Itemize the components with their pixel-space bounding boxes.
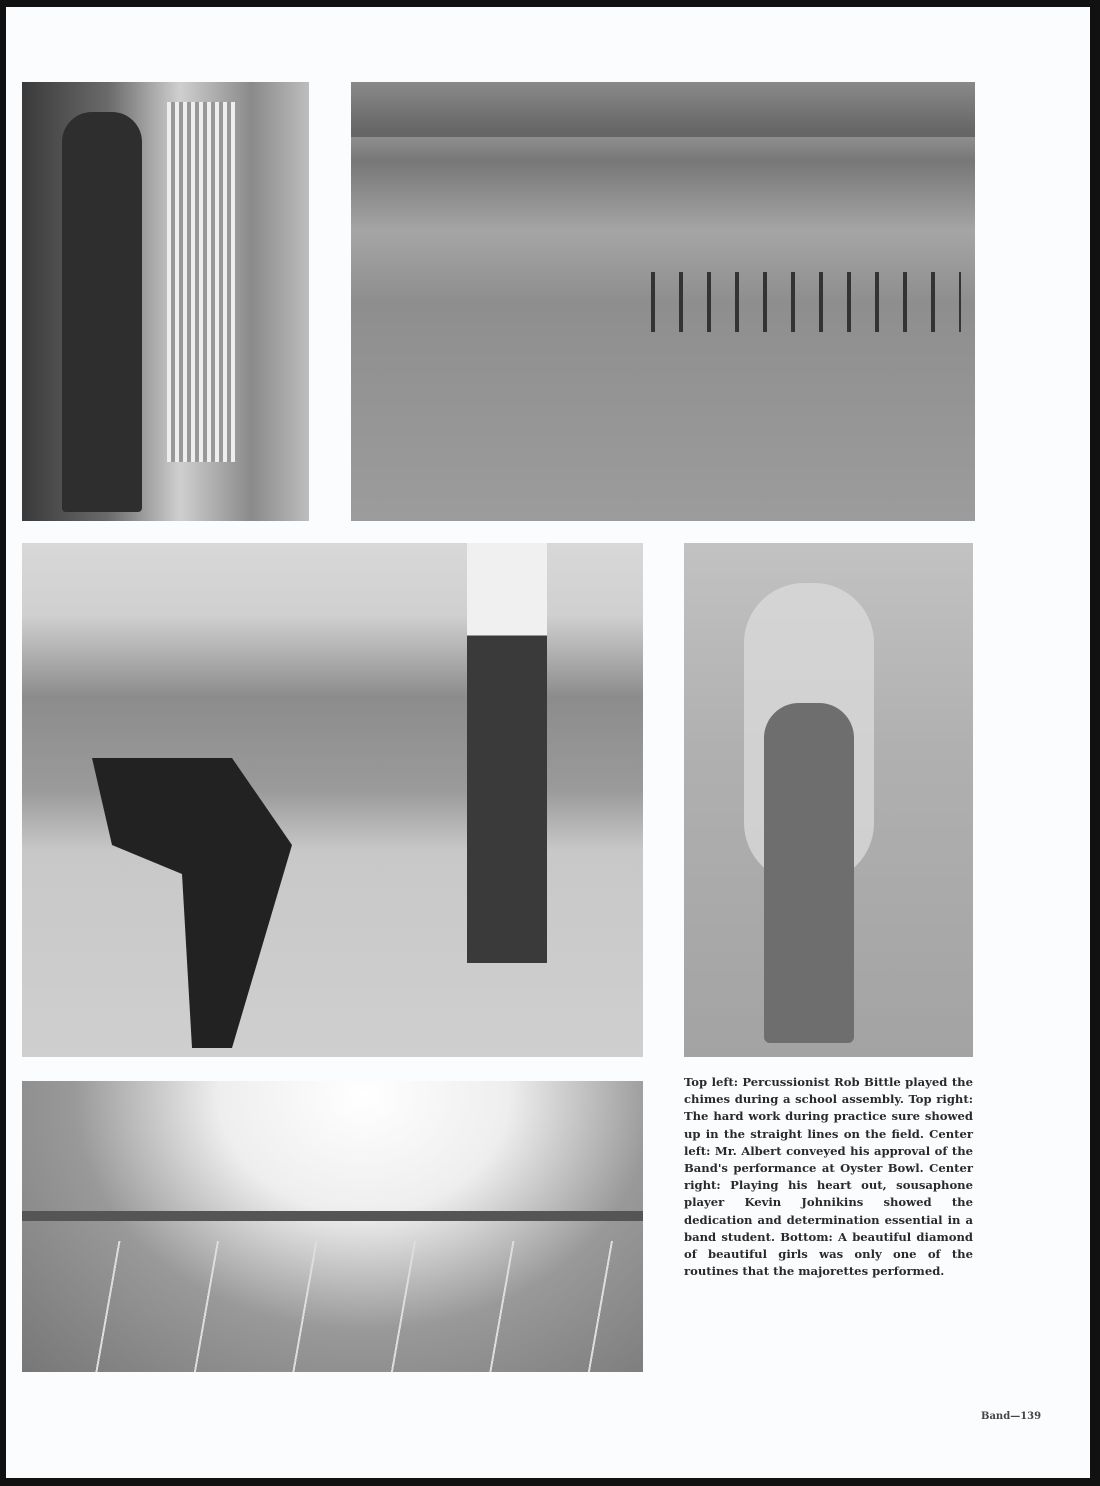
photo-sousaphone-player xyxy=(684,543,973,1057)
chimes-instrument xyxy=(167,102,237,462)
percussionist-figure xyxy=(62,112,142,512)
photo-percussionist-chimes xyxy=(22,82,309,521)
bleachers xyxy=(22,1211,643,1221)
photo-band-field-formation xyxy=(351,82,975,521)
page-folio: Band—139 xyxy=(981,1411,1042,1422)
director-figure xyxy=(92,758,292,1048)
photo-majorettes-night-field xyxy=(22,1081,643,1372)
trees xyxy=(351,82,975,137)
drum-major-figure xyxy=(467,543,547,963)
sousaphone-player-figure xyxy=(764,703,854,1043)
band-formation xyxy=(651,272,961,332)
photo-director-bowing xyxy=(22,543,643,1057)
photo-caption: Top left: Percussionist Rob Bittle played the chimes during a school assembly. Top right: The hard work during practice sure showed up in the straight lines on the field. Center left: Mr. Albert conveyed his approval of the Band's performance at Oyster Bowl. Center right: Playing his heart out, sousaphone player Kevin Johnikins showed the dedication and determination essential in a band student. Bottom: A beautiful diamond of beautiful girls was only one of the routines that the majorettes performed. xyxy=(684,1075,973,1279)
yard-lines xyxy=(22,1241,643,1372)
